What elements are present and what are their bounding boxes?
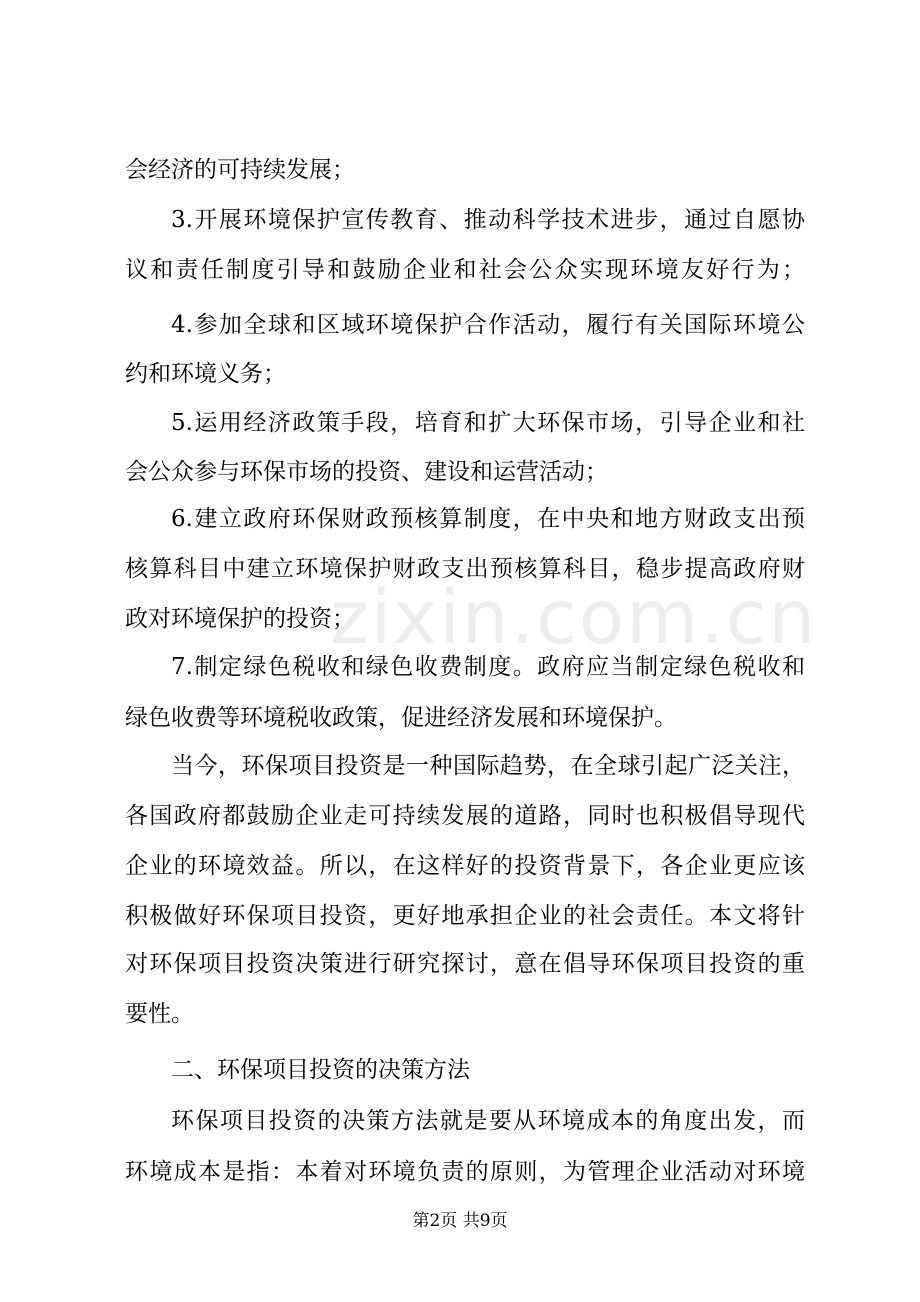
text-line: 会经济的可持续发展； [125, 157, 355, 183]
text-line: 环保项目投资的决策方法就是要从环境成本的角度出发，而 [171, 1108, 805, 1134]
section-heading: 二、环保项目投资的决策方法 [171, 1057, 470, 1083]
text-line: 对环保项目投资决策进行研究探讨，意在倡导环保项目投资的重 [125, 951, 805, 977]
text-line: 4.参加全球和区域环境保护合作活动，履行有关国际环境公 [171, 312, 805, 338]
text-line: 积极做好环保项目投资，更好地承担企业的社会责任。本文将针 [125, 903, 805, 929]
text-line: 要性。 [125, 1001, 194, 1027]
watermark: zixin.com.cn [330, 575, 818, 661]
text-line: 5.运用经济政策手段，培育和扩大环保市场，引导企业和社 [171, 410, 805, 436]
text-line: 3.开展环境保护宣传教育、推动科学技术进步，通过自愿协 [171, 207, 805, 233]
text-line: 7.制定绿色税收和绿色收费制度。政府应当制定绿色税收和 [171, 654, 805, 680]
text-line: 6.建立政府环保财政预核算制度，在中央和地方财政支出预 [171, 506, 805, 532]
text-line: 各国政府都鼓励企业走可持续发展的道路，同时也积极倡导现代 [125, 803, 805, 829]
text-line: 环境成本是指：本着对环境负责的原则，为管理企业活动对环境 [125, 1159, 805, 1185]
page-footer: 第2页 共9页 [412, 1211, 508, 1231]
text-line: 绿色收费等环境税收政策，促进经济发展和环境保护。 [125, 705, 677, 731]
text-line: 核算科目中建立环境保护财政支出预核算科目，稳步提高政府财 [125, 556, 805, 582]
text-line: 企业的环境效益。所以，在这样好的投资背景下，各企业更应该 [125, 853, 805, 879]
text-line: 政对环境保护的投资； [125, 606, 355, 632]
text-line: 议和责任制度引导和鼓励企业和社会公众实现环境友好行为； [125, 257, 805, 283]
text-line: 会公众参与环保市场的投资、建设和运营活动； [125, 459, 608, 485]
text-line: 当今，环保项目投资是一种国际趋势，在全球引起广泛关注， [171, 753, 805, 779]
text-line: 约和环境义务； [125, 361, 286, 387]
